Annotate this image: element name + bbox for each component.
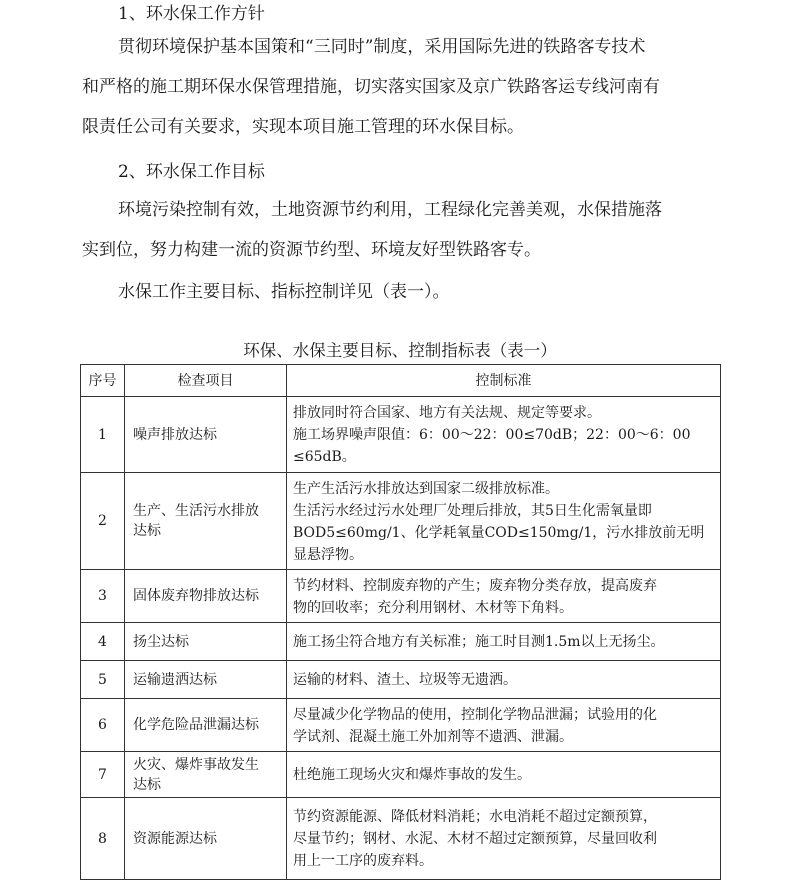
row-standard — [287, 752, 721, 798]
row-item — [125, 752, 287, 798]
standard-line: 节约资源能源、降低材料消耗；水电消耗不超过定额预算， — [293, 809, 657, 825]
row-standard — [287, 699, 721, 752]
row-standard — [287, 661, 721, 699]
table-title: 环保、水保主要目标、控制指标表（表一） — [243, 341, 557, 360]
item-line: 达标 — [133, 776, 161, 793]
standard-line: 节约材料、控制废弃物的产生；废弃物分类存放，提高废弃 — [293, 577, 657, 594]
row-item: 扬尘达标 — [125, 623, 287, 661]
row-standard — [287, 570, 721, 623]
standard-line: ≤65dB。 — [293, 449, 356, 465]
table-row — [81, 397, 721, 473]
table-row — [81, 473, 721, 570]
standard-line: 杜绝施工现场火灾和爆炸事故的发生。 — [293, 767, 531, 783]
row-standard — [287, 397, 721, 473]
row-item: 运输遗洒达标 — [125, 661, 287, 699]
item-line: 达标 — [133, 523, 161, 539]
row-item: 资源能源达标 — [125, 798, 287, 880]
section1-heading: 1、环水保工作方针 — [118, 4, 265, 24]
row-number: 4 — [81, 623, 125, 661]
standard-line: BOD5≤60mg/1、化学耗氧量COD≤150mg/1，污水排放前无明 — [293, 524, 705, 541]
row-item: 化学危险品泄漏达标 — [125, 699, 287, 752]
row-number: 8 — [81, 798, 125, 880]
section2-heading: 2、环水保工作目标 — [118, 162, 265, 182]
section2-paragraph — [82, 190, 722, 270]
paragraph-line: 和严格的施工期环保水保管理措施，切实落实国家及京广铁路客运专线河南有 — [82, 77, 660, 97]
standard-line: 生活污水经过污水处理厂处理后排放，其5日生化需氧量即 — [293, 502, 652, 519]
row-number: 7 — [81, 752, 125, 798]
standard-line: 物的回收率；充分利用钢材、木材等下角料。 — [293, 599, 573, 616]
row-item: 噪声排放达标 — [125, 397, 287, 473]
header-no: 序号 — [81, 365, 125, 397]
row-number: 3 — [81, 570, 125, 623]
standard-line: 尽量减少化学物品的使用，控制化学物品泄漏；试验用的化 — [293, 706, 657, 723]
row-standard — [287, 623, 721, 661]
standard-line: 用上一工序的废弃料。 — [293, 853, 433, 869]
row-number: 6 — [81, 699, 125, 752]
table-row — [81, 752, 721, 798]
table-header-row — [81, 365, 721, 397]
paragraph-line: 实到位，努力构建一流的资源节约型、环境友好型铁路客专。 — [82, 240, 541, 260]
table-reference-note: 水保工作主要目标、指标控制详见（表一）。 — [118, 282, 450, 302]
standard-line: 尽量节约；钢材、水泥、木材不超过定额预算，尽量回收利 — [293, 831, 657, 847]
table-row — [81, 570, 721, 623]
row-standard — [287, 798, 721, 880]
paragraph-line: 贯彻环境保护基本国策和“三同时”制度，采用国际先进的铁路客专技术 — [118, 37, 646, 57]
paragraph-line: 环境污染控制有效，土地资源节约利用，工程绿化完善美观，水保措施落 — [118, 200, 662, 220]
row-number: 2 — [81, 473, 125, 570]
row-number: 5 — [81, 661, 125, 699]
standard-line: 排放同时符合国家、地方有关法规、规定等要求。 — [293, 405, 601, 421]
row-item: 固体废弃物排放达标 — [125, 570, 287, 623]
row-item — [125, 473, 287, 570]
item-line: 生产、生活污水排放 — [133, 503, 259, 519]
standard-line: 施工场界噪声限值：6：00～22：00≤70dB；22：00～6：00 — [293, 427, 691, 443]
header-standard: 控制标准 — [287, 365, 721, 397]
paragraph-line: 限责任公司有关要求，实现本项目施工管理的环水保目标。 — [82, 117, 524, 137]
standard-line: 施工扬尘符合地方有关标准；施工时目测1.5m以上无扬尘。 — [293, 634, 665, 650]
row-standard — [287, 473, 721, 570]
table-row — [81, 661, 721, 699]
table-row — [81, 798, 721, 880]
header-item: 检查项目 — [125, 365, 287, 397]
standard-line: 显悬浮物。 — [293, 546, 363, 563]
table-row — [81, 699, 721, 752]
section1-paragraph — [82, 27, 722, 147]
row-number: 1 — [81, 397, 125, 473]
standard-line: 运输的材料、渣土、垃圾等无遗洒。 — [293, 672, 517, 688]
standards-table — [80, 364, 721, 880]
standard-line: 生产生活污水排放达到国家二级排放标准。 — [293, 480, 559, 497]
item-line: 火灾、爆炸事故发生 — [133, 756, 259, 773]
table-row — [81, 623, 721, 661]
standard-line: 学试剂、混凝土施工外加剂等不遗洒、泄漏。 — [293, 728, 573, 745]
